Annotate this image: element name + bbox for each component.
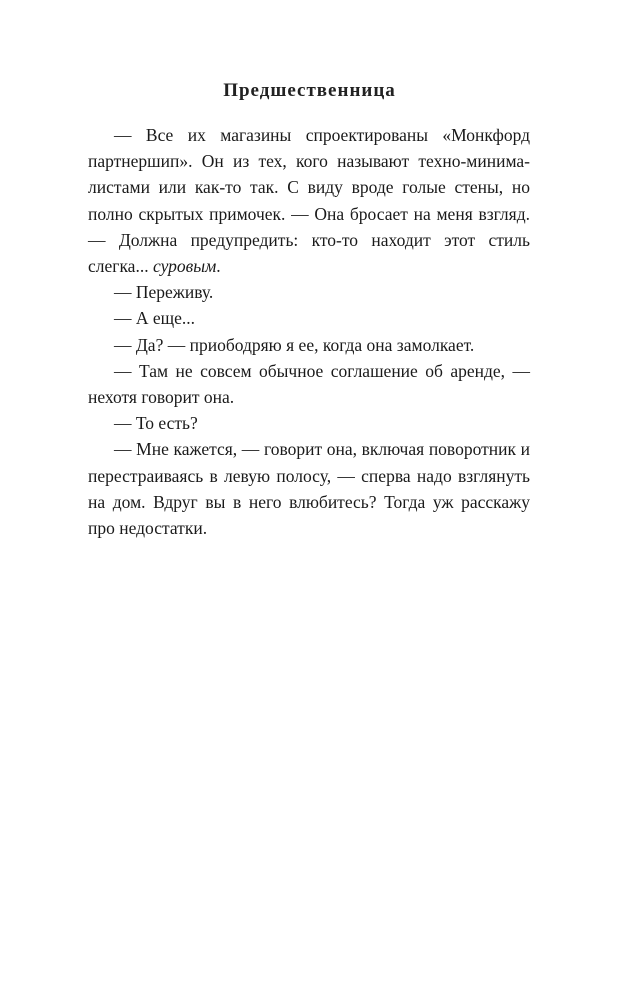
paragraph: — Там не совсем обычное соглашение об аренде, — нехотя говорит она. bbox=[88, 360, 530, 408]
paragraph-text: — Все их магазины спроектированы «Монкфорд партнершип». Он из тех, кого называют техно-минималистами или как-то так. С виду вроде голые стены, но полно скрытых примочек. — Она бросает на меня взгляд. — Должна предупредить: кто-то находит этот стиль слегка... bbox=[88, 125, 530, 277]
paragraph: — То есть? bbox=[114, 413, 198, 434]
paragraph-text-end: . bbox=[216, 256, 221, 277]
running-head: Предшественница bbox=[223, 80, 396, 101]
body-text bbox=[88, 122, 530, 541]
paragraph: — Переживу. bbox=[114, 282, 214, 303]
paragraph: — Мне кажется, — говорит она, включая поворотник и перестраиваясь в левую полосу, — сперва надо взглянуть на дом. Вдруг вы в него влюбитесь? Тогда уж расскажу про недостатки. bbox=[88, 439, 530, 539]
paragraph: — Да? — приободряю я ее, когда она замолкает. bbox=[114, 334, 475, 355]
paragraph: — А еще... bbox=[114, 308, 196, 329]
paragraph bbox=[88, 122, 530, 279]
italic-word: суровым bbox=[152, 256, 217, 277]
